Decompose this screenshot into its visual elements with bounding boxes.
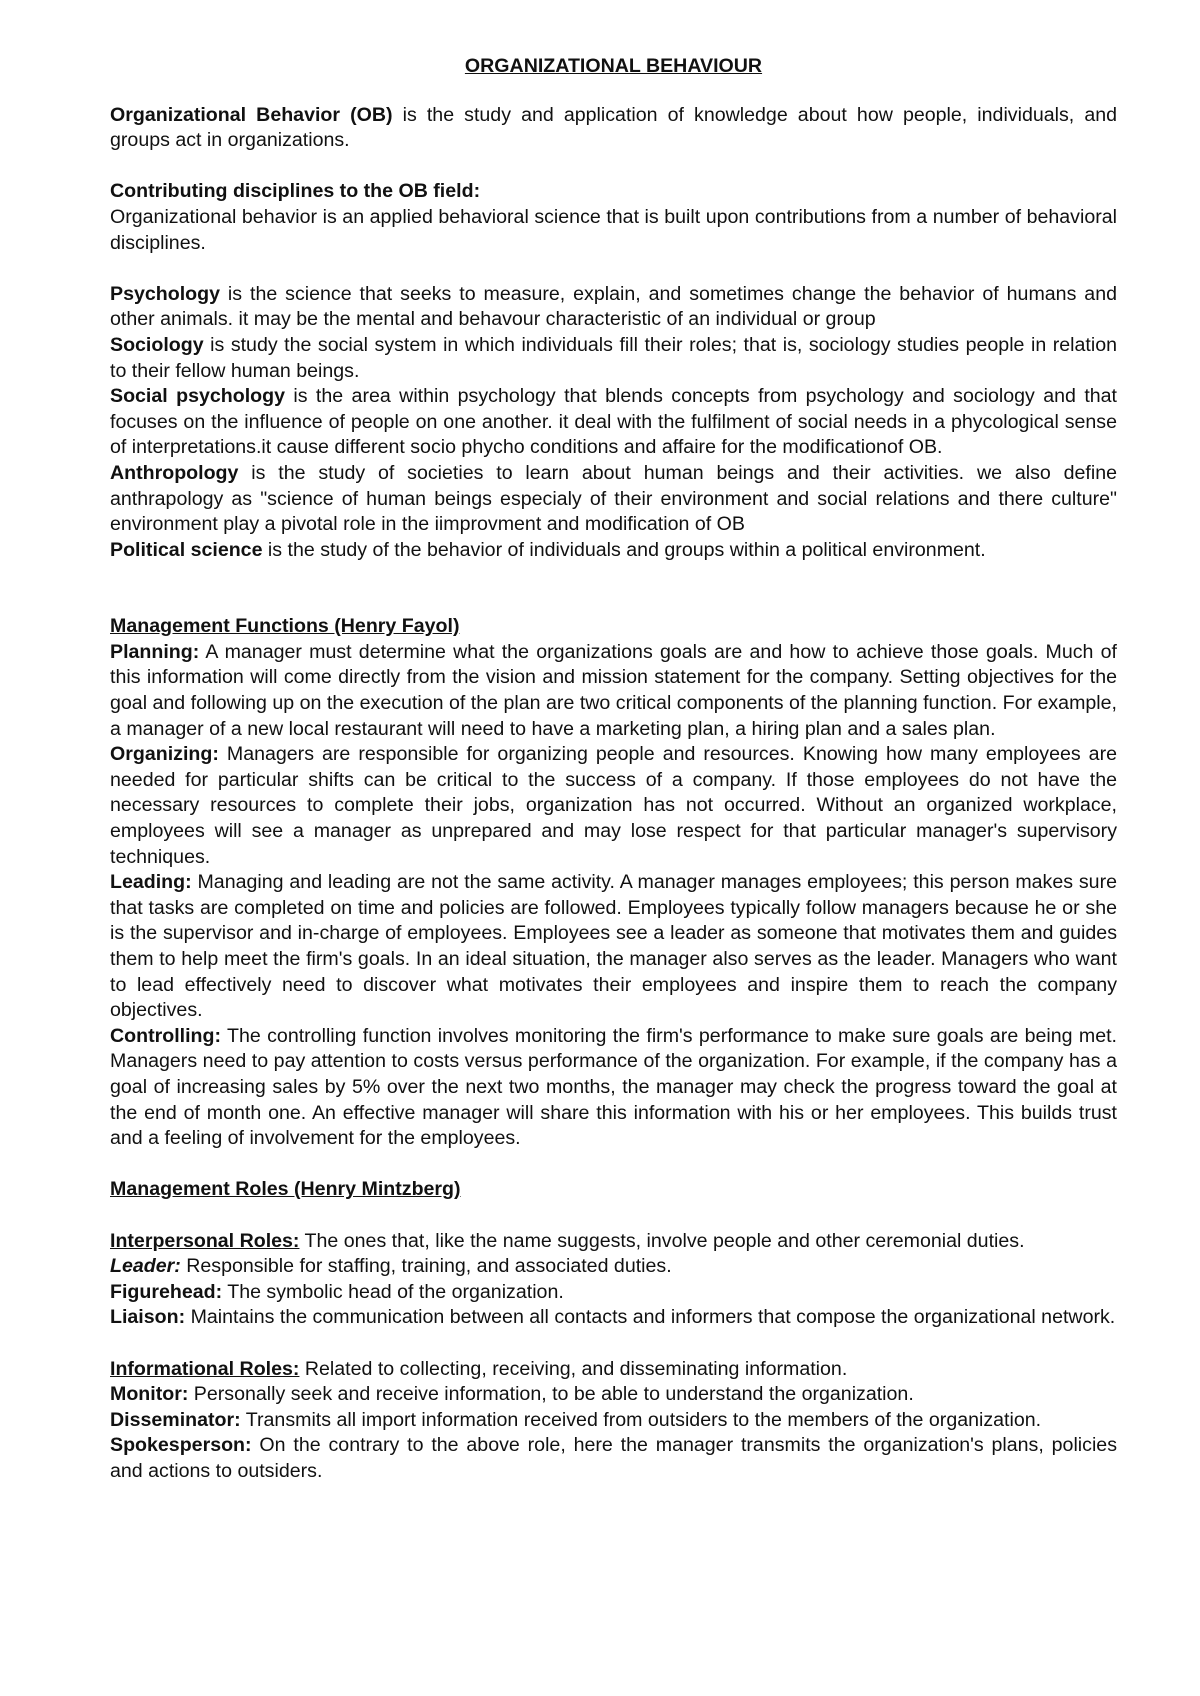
discipline-term: Social psychology xyxy=(110,385,285,408)
discipline-item-psychology: Psychology is the science that seeks to measure, explain, and sometimes change the behavior of humans and other animals. it may be the mental and behavour characteristic of an individual or group xyxy=(110,282,1117,331)
role-term: Monitor: xyxy=(110,1383,189,1406)
discipline-item-sociology: Sociology is study the social system in which individuals fill their roles; that is, sociology studies people in relation to their fellow human beings. xyxy=(110,333,1117,382)
role-term: Liaison: xyxy=(110,1306,186,1329)
interpersonal-roles: Interpersonal Roles: The ones that, like the name suggests, involve people and other ceremonial duties. xyxy=(110,1229,1025,1252)
function-term: Planning: xyxy=(110,640,200,663)
intro-paragraph xyxy=(110,103,1117,154)
role-item-figurehead: Figurehead: The symbolic head of the organization. xyxy=(110,1280,564,1303)
role-term: Disseminator: xyxy=(110,1408,241,1431)
function-item-leading: Leading: Managing and leading are not the same activity. A manager manages employees; this person makes sure that tasks are completed on time and policies are followed. Employees typically follow managers because he or she is the supervisor and in-charge of employees. Employees see a leader as someone that motivates them and guides them to help meet the firm's goals. In an ideal situation, the manager also serves as the leader. Managers who want to lead effectively need to discover what motivates their employees and inspire them to reach the company objectives. xyxy=(110,871,1117,1022)
informational-roles: Informational Roles: Related to collecting, receiving, and disseminating information. xyxy=(110,1357,848,1380)
discipline-term: Sociology xyxy=(110,333,204,356)
function-item-planning: Planning: A manager must determine what the organizations goals are and how to achieve those goals. Much of this information will come directly from the vision and mission statement for the company. Setting objectives for the goal and following up on the execution of the plan are two critical components of the planning function. For example, a manager of a new local restaurant will need to have a marketing plan, a hiring plan and a sales plan. xyxy=(110,640,1117,740)
intro-term: Organizational Behavior (OB) xyxy=(110,103,393,126)
function-term: Controlling: xyxy=(110,1024,221,1047)
disciplines-text: Organizational behavior is an applied behavioral science that is built upon contributions from a number of behavioral disciplines. xyxy=(110,205,1117,254)
document-page xyxy=(110,54,1117,1484)
role-term: Spokesperson: xyxy=(110,1434,252,1457)
role-term: Figurehead: xyxy=(110,1280,223,1303)
roles-heading: Management Roles (Henry Mintzberg) xyxy=(110,1178,461,1201)
discipline-term: Political science xyxy=(110,538,263,561)
role-item-liaison: Liaison: Maintains the communication between all contacts and informers that compose the organizational network. xyxy=(110,1306,1116,1329)
role-item-disseminator: Disseminator: Transmits all import information received from outsiders to the members of the organization. xyxy=(110,1408,1042,1431)
discipline-item-political-science: Political science is the study of the behavior of individuals and groups within a political environment. xyxy=(110,538,986,561)
discipline-term: Psychology xyxy=(110,282,220,305)
page-title: ORGANIZATIONAL BEHAVIOUR xyxy=(464,55,763,77)
interpersonal-heading: Interpersonal Roles: xyxy=(110,1229,300,1252)
function-item-controlling: Controlling: The controlling function involves monitoring the firm's performance to make sure goals are being met. Managers need to pay attention to costs versus performance of the organization. For example, if the company has a goal of increasing sales by 5% over the next two months, the manager may check the progress toward the goal at the end of month one. An effective manager will share this information with his or her employees. This builds trust and a feeling of involvement for the employees. xyxy=(110,1024,1117,1150)
discipline-item-social-psychology: Social psychology is the area within psychology that blends concepts from psychology and sociology and that focuses on the influence of people on one another. it deal with the fulfilment of social needs in a phycological sense of interpretations.it cause different socio phycho conditions and affaire for the modificationof OB. xyxy=(110,385,1117,459)
discipline-item-anthropology: Anthropology is the study of societies to learn about human beings and their activities. we also define anthrapology as "science of human beings especialy of their environment and social relations and there culture" environment play a pivotal role in the iimprovment and modification of OB xyxy=(110,461,1117,536)
functions-heading: Management Functions (Henry Fayol) xyxy=(110,615,460,638)
intro-text: is the study and application of knowledge about how people, individuals, and groups act in organizations. xyxy=(110,103,1118,152)
function-item-organizing: Organizing: Managers are responsible for organizing people and resources. Knowing how many employees are needed for particular shifts can be critical to the success of a company. If those employees do not have the necessary resources to complete their jobs, organization has not occurred. Without an organized workplace, employees will see a manager as unprepared and may lose respect for that particular manager's supervisory techniques. xyxy=(110,743,1117,868)
role-term: Leader: xyxy=(110,1255,181,1278)
role-item-monitor: Monitor: Personally seek and receive information, to be able to understand the organization. xyxy=(110,1383,914,1406)
discipline-term: Anthropology xyxy=(110,461,239,484)
role-item-leader: Leader: Responsible for staffing, training, and associated duties. xyxy=(110,1255,672,1278)
disciplines-heading: Contributing disciplines to the OB field: xyxy=(110,180,481,203)
informational-heading: Informational Roles: xyxy=(110,1357,300,1380)
role-item-spokesperson: Spokesperson: On the contrary to the above role, here the manager transmits the organization's plans, policies and actions to outsiders. xyxy=(110,1434,1117,1482)
function-term: Organizing: xyxy=(110,743,219,766)
function-term: Leading: xyxy=(110,871,192,894)
